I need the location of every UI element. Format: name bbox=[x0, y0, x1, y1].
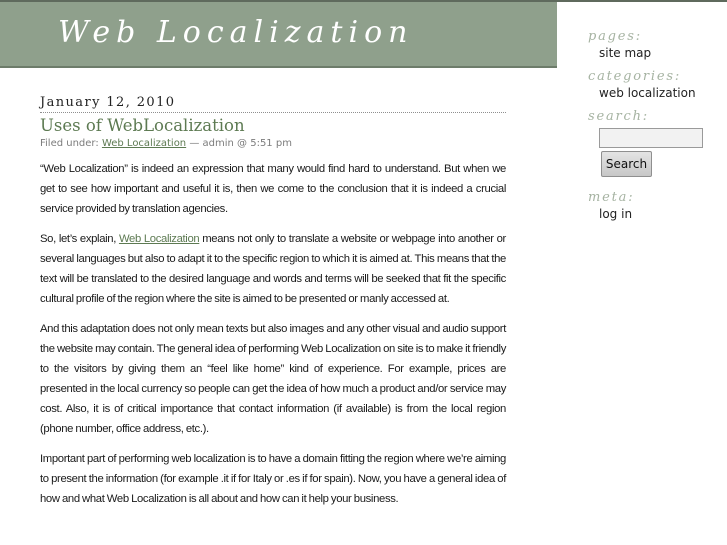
paragraph-2-intro: So, let’s explain, bbox=[40, 233, 117, 245]
web-localization-link[interactable]: Web Localization bbox=[118, 233, 200, 245]
post-byline: — admin @ 5:51 pm bbox=[189, 138, 292, 149]
post-title[interactable]: Uses of WebLocalization bbox=[40, 116, 245, 135]
paragraph-3: And this adaptation does not only mean texts but also images and any other visual and audio support the website may contain. The general idea of performing Web Localization on site is to make it friendly to the visitors by giving them an “feel like home” kind of experience. For example, prices are presented in the local currency so people can get the idea of how much a product and/or service may cost. Also, it is of critical importance that contact information (if available) is from the local region (phone number, office address, etc.). bbox=[40, 323, 506, 435]
paragraph-1: “Web Localization” is indeed an expression that many would find hard to understand. But when we get to see how important and useful it is, then we come to the conclusion that it is indeed a crucial service provided by translation agencies. bbox=[40, 163, 506, 215]
paragraph-2-rest: means not only to translate a website or webpage into another or several languages but also to adapt it to the specific region to which it is aimed at. This means that the text will be translated to the desired language and words and terms will be seeked that fit the specific cultural profile of the region where the site is aimed to be presented or manly accessed at. bbox=[40, 233, 506, 305]
paragraph-2 bbox=[40, 229, 506, 309]
filed-under-label: Filed under: bbox=[40, 138, 99, 149]
sidebar-item-log-in[interactable]: log in bbox=[599, 207, 633, 221]
sidebar-item-web-localization[interactable]: web localization bbox=[599, 86, 696, 100]
sidebar-item-site-map[interactable]: site map bbox=[599, 46, 652, 60]
search-input[interactable] bbox=[599, 128, 703, 148]
post-date: January 12, 2010 bbox=[40, 95, 506, 113]
sidebar bbox=[588, 29, 718, 222]
pages-heading: pages: bbox=[588, 29, 642, 44]
site-title[interactable]: Web Localization bbox=[58, 15, 414, 50]
search-button[interactable]: Search bbox=[601, 151, 652, 177]
main-content bbox=[40, 95, 506, 519]
search-heading: search: bbox=[588, 109, 649, 124]
post-body bbox=[40, 159, 506, 509]
paragraph-4: Important part of performing web localization is to have a domain fitting the region where we’re aiming to present the information (for example .it if for Italy or .es if for spain). Now, you have a general idea of how and what Web Localization is all about and how can it help your business. bbox=[40, 453, 506, 505]
meta-heading: meta: bbox=[588, 190, 635, 205]
categories-heading: categories: bbox=[588, 69, 682, 84]
category-link[interactable]: Web Localization bbox=[101, 138, 187, 149]
site-header bbox=[0, 2, 557, 68]
post-meta bbox=[40, 138, 506, 149]
